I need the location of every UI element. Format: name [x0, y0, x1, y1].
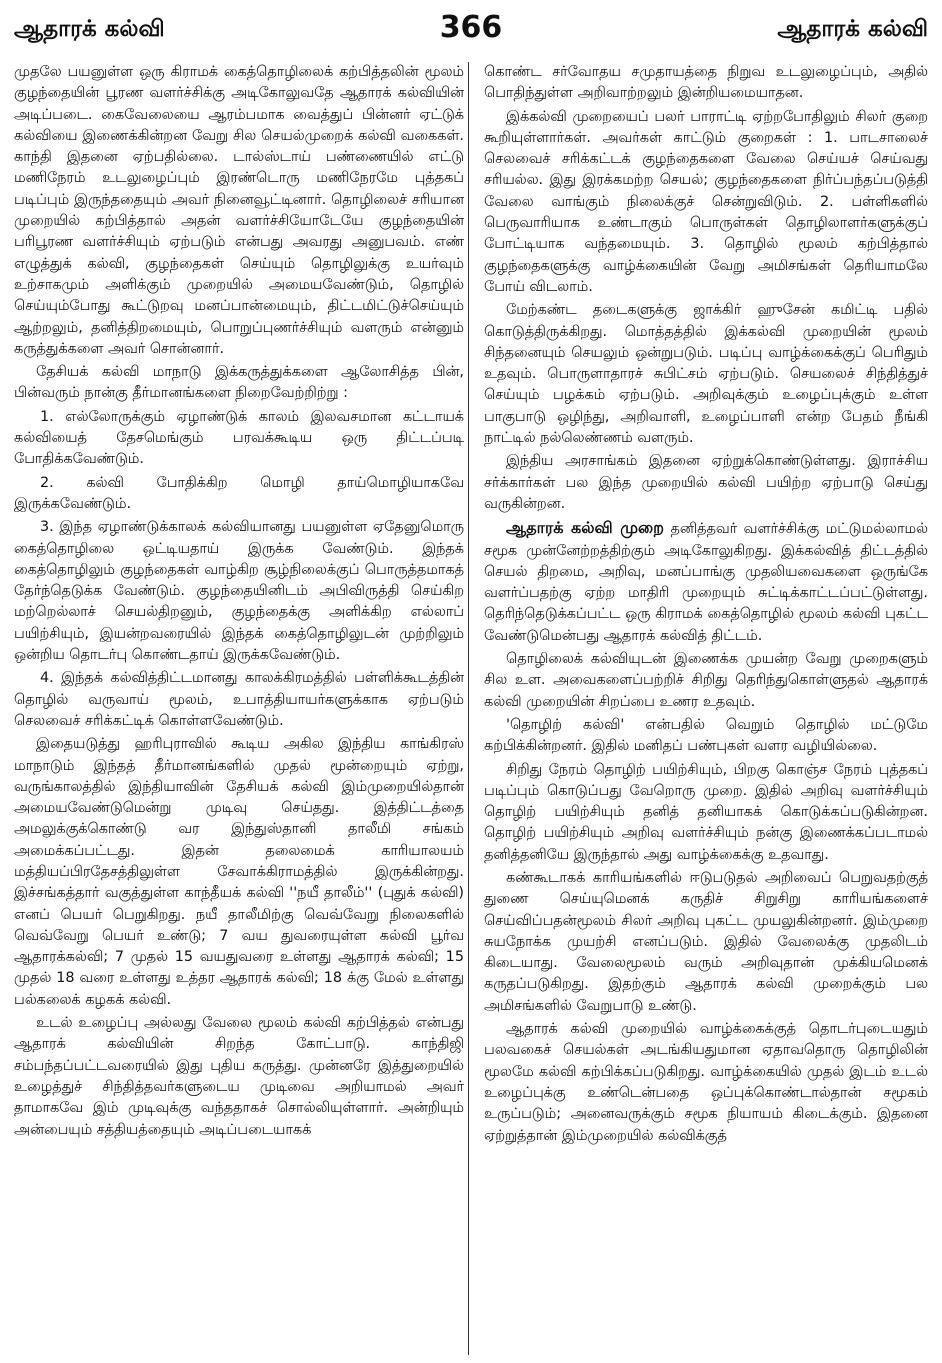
paragraph: மேற்கண்ட தடைகளுக்கு ஜாக்கிர் ஹுசேன் கமிட்டி பதில் கொடுத்திருக்கிறது. மொத்தத்தில் இக்கல்வி முறையின் மூலம் சிந்தனையும் செயலும் ஒன்றுபடும். படிப்பு வாழ்க்கைக்குப் பெரிதும் உதவும். பொருளாதாரச் சுபிட்சம் ஏற்படும். செயலைச் சிந்தித்துச் செய்யும் பழக்கம் ஏற்படும். அறிவுக்கும் உழைப்புக்கும் உள்ள பாகுபாடு ஒழிந்து, அறிவாளி, உழைப்பாளி என்ற பேதம் நீங்கி நாட்டில் நல்லெண்ணம் வளரும். — [484, 302, 928, 447]
running-title-right: ஆதாரக் கல்வி — [777, 16, 928, 42]
resolution-item: 4. இந்தக் கல்வித்திட்டமானது காலக்கிரமத்தில் பள்ளிக்கூடத்தின் தொழில் வருவாய் மூலம், உபாத்தியாயர்களுக்காக ஏற்படும் செலவைச் சரிக்கட்டிக் கொள்ளவேண்டும். — [14, 670, 464, 729]
left-column — [14, 62, 464, 1357]
resolution-item: 2. கல்வி போதிக்கிற மொழி தாய்மொழியாகவே இருக்கவேண்டும். — [14, 474, 464, 512]
paragraph: ஆதாரக் கல்வி முறையில் வாழ்க்கைக்குத் தொடர்புடையதும் பலவகைச் செயல்கள் அடங்கியதுமான ஏதாவதொரு தொழிலின் மூலமே கல்வி கற்பிக்கப்படுகிறது. வாழ்க்கையில் முதல் இடம் உடல் உழைப்புக்கு உண்டென்பதை ஒப்புக்கொண்டால்தான் சமூகம் உருப்படும்; அனைவருக்கும் சமூக நியாயம் கிடைக்கும். இதனை ஏற்றுத்தான் இம்முறையில் கல்விக்குத் — [484, 1021, 928, 1144]
right-column — [484, 62, 928, 1357]
paragraph: உடல் உழைப்பு அல்லது வேலை மூலம் கல்வி கற்பித்தல் என்பது ஆதாரக் கல்வியின் சிறந்த கோட்பாடு. காந்திஜி சம்பந்தப்பட்டவரையில் இது புதிய கருத்து. முன்னரே இத்துறையில் உழைத்துச் சிந்தித்தவர்களுடைய முடிவை அறியாமல் அவர் தாமாகவே இம் முடிவுக்கு வந்ததாகச் சொல்லியுள்ளார். அன்றியும் அன்பையும் சத்தியத்தையும் அடிப்படையாகக் — [14, 1015, 464, 1138]
page-number: 366 — [439, 10, 503, 45]
paragraph: 'தொழிற் கல்வி' என்பதில் வெறும் தொழில் மட்டுமே கற்பிக்கின்றனர். இதில் மனிதப் பண்புகள் வளர வழியில்லை. — [484, 716, 928, 755]
paragraph — [484, 517, 928, 647]
paragraph: இக்கல்வி முறையைப் பலர் பாராட்டி ஏற்றபோதிலும் சிலர் குறை கூறியுள்ளார்கள். அவர்கள் காட்டும் குறைகள் : 1. பாடசாலைச் செலவைச் சரிக்கட்டக் குழந்தைகளை வேலை செய்யச் செய்வது சரியல்ல. இது இரக்கமற்ற செயல்; குழந்தைகளை நிர்ப்பந்தப்படுத்தி வேலை வாங்கும் நிலைக்குச் சென்றுவிடும். 2. பள்ளிகளில் பெருவாரியாக உண்டாகும் பொருள்கள் தொழிலாளர்களுக்குப் போட்டியாக வந்தமையும். 3. தொழில் மூலம் கற்பித்தால் குழந்தைகளுக்கு வாழ்க்கையின் வேறு அமிசங்கள் தெரியாமலே போய் விடலாம். — [484, 108, 928, 295]
paragraph: சிறிது நேரம் தொழிற் பயிற்சியும், பிறகு கொஞ்ச நேரம் புத்தகப் படிப்பும் கொடுப்பது வேறொரு முறை. இதில் அறிவு வளர்ச்சியும் தொழிற் பயிற்சியும் தனித் தனியாகக் கொடுக்கப்படுகின்றன. தொழிற் பயிற்சியும் அறிவு வளர்ச்சியும் நன்கு இணைக்கப்படாமல் தனித்தனியே இருந்தால் அது வாழ்க்கைக்கு உதவாது. — [484, 761, 928, 863]
paragraph: இந்திய அரசாங்கம் இதனை ஏற்றுக்கொண்டுள்ளது. இராச்சிய சர்க்கார்கள் பல இந்த முறையில் கல்வி பயிற்ற ஏற்பாடு செய்து வருகின்றன. — [484, 453, 928, 512]
paragraph: இதையடுத்து ஹரிபுராவில் கூடிய அகில இந்திய காங்கிரஸ் மாநாடும் இந்தத் தீர்மானங்களில் முதல் மூன்றையும் ஏற்று, வருங்காலத்தில் இந்தியாவின் தேசியக் கல்வி இம்முறையில்தான் அமையவேண்டுமென்று முடிவு செய்தது. இத்திட்டத்தை அமலுக்குக்கொண்டு வர இந்துஸ்தானி தாலீமி சங்கம் அமைக்கப்பட்டது. இதன் தலைமைக் காரியாலயம் மத்தியப்பிரதேசத்திலுள்ள சேவாக்கிராமத்தில் இருக்கின்றது. இச்சங்கத்தார் வகுத்துள்ள காந்தீயக் கல்வி ''நயீ தாலீம்'' (புதுக் கல்வி) எனப் பெயர் பெறுகிறது. நயீ தாலீமிற்கு வெவ்வேறு நிலைகளில் வெவ்வேறு பெயர் உண்டு; 7 வய துவரையுள்ள கல்வி பூர்வ ஆதாரக்கல்வி; 7 முதல் 15 வயதுவரை உள்ளது ஆதாரக் கல்வி; 15 முதல் 18 வரை உள்ளது உத்தர ஆதாரக் கல்வி; 18 க்கு மேல் உள்ளது பல்கலைக் கழகக் கல்வி. — [14, 736, 464, 1008]
resolution-item: 3. இந்த ஏழாண்டுக்காலக் கல்வியானது பயனுள்ள ஏதேனுமொரு கைத்தொழிலை ஒட்டியதாய் இருக்க வேண்டும். இந்தக் கைத்தொழிலும் குழந்தைகள் வாழ்கிற சூழ்நிலைக்குப் பொருத்தமாகத் தேர்ந்தெடுக்க வேண்டும். குழந்தையினிடம் அபிவிருத்தி செய்கிற மற்றெல்லாச் செயல்திறனும், குழந்தைக்கு அளிக்கிற எல்லாப் பயிற்சியும், இயன்றவரையில் இந்தக் கைத்தொழிலுடன் முற்றிலும் ஒன்றிய தொடர்பு கொண்டதாய் இருக்கவேண்டும். — [14, 519, 464, 664]
paragraph: கண்கூடாகக் காரியங்களில் ஈடுபடுதல் அறிவைப் பெறுவதற்குத் துணை செய்யுமெனக் கருதிச் சிறுசிறு காரியங்களைச் செய்விப்பதன்மூலம் சிலர் அறிவு புகட்ட முயலுகின்றனர். இம்முறை சுயநோக்க முயற்சி எனப்படும். இதில் வேலைக்கு முதலிடம் கிடையாது. வேலைமூலம் வரும் அறிவுதான் முக்கியமெனக் கருதப்படுகிறது. இதற்கும் ஆதாரக் கல்வி முறைக்கும் பல அமிசங்களில் வேறுபாடு உண்டு. — [484, 869, 928, 1014]
running-title-left: ஆதாரக் கல்வி — [14, 16, 165, 42]
paragraph: முதலே பயனுள்ள ஒரு கிராமக் கைத்தொழிலைக் கற்பித்தலின் மூலம் குழந்தையின் பூரண வளர்ச்சிக்கு அடிகோலுவதே ஆதாரக் கல்வியின் அடிப்படை. கைவேலையை ஆரம்பமாக வைத்துப் பின்னர் ஏட்டுக் கல்வியை இணைக்கின்றன வேறு சில செயல்முறைக் கல்வி வகைகள். காந்தி இதனை ஏற்பதில்லை. டால்ஸ்டாய் பண்ணையில் எட்டு மணிநேரம் உடலுழைப்பும் இரண்டொரு மணிநேரமே புத்தகப் படிப்பும் இருந்ததையும் அவர் நினைவூட்டினார். தொழிலைச் சரியான முறையில் கற்பித்தால் அதன் வளர்ச்சியோடேயே குழந்தையின் பரிபூரண வளர்ச்சியும் ஏற்படும் என்பது அவரது அனுபவம். எண் எழுத்துக் கல்வி, குழந்தைகள் செய்யும் தொழிலுக்கு உயர்வும் உற்சாகமும் அளிக்கும் முறையில் அமையவேண்டும், தொழில் செய்யும்போது கூட்டுறவு மனப்பான்மையும், திட்டமிட்டுச்செய்யும் ஆற்றலும், தனித்திறமையும், பொறுப்புணர்ச்சியும் வளரும் என்னும் கருத்துக்களை அவர் சொன்னார். — [14, 64, 464, 357]
resolution-item: 1. எல்லோருக்கும் ஏழாண்டுக் காலம் இலவசமான கட்டாயக் கல்வியைத் தேசமெங்கும் பரவக்கூடிய ஒரு திட்டப்படி போதிக்கவேண்டும். — [14, 408, 464, 468]
paragraph: தொழிலைக் கல்வியுடன் இணைக்க முயன்ற வேறு முறைகளும் சில உள. அவைகளைப்பற்றிச் சிறிது தெரிந்துகொள்ளுதல் ஆதாரக் கல்வி முறையின் சிறப்பை உணர உதவும். — [484, 651, 928, 710]
page-header — [14, 10, 928, 52]
paragraph-text: தனித்தவர் வளர்ச்சிக்கு மட்டுமல்லாமல் சமூக முன்னேற்றத்திற்கும் அடிகோலுகிறது. இக்கல்வித் திட்டத்தில் செயல் திறமை, அறிவு, மனப்பாங்கு முதலியவைகளை ஒருங்கே வளர்ப்பதற்கு ஏற்ற மாதிரி முறையும் சுட்டிக்காட்டப்பட்டுள்ளது. தெரிந்தெடுக்கப்பட்ட ஒரு கிராமக் கைத்தொழில் மூலம் கல்வி புகட்ட வேண்டுமென்பது ஆதாரக் கல்வித் திட்டம். — [484, 521, 928, 644]
section-lead-heading: ஆதாரக் கல்வி முறை — [506, 518, 665, 538]
text-columns — [14, 62, 928, 1357]
paragraph: கொண்ட சர்வோதய சமுதாயத்தை நிறுவ உடலுழைப்பும், அதில் பொதிந்துள்ள அறிவாற்றலும் இன்றியமையாதன. — [484, 64, 928, 102]
paragraph: தேசியக் கல்வி மாநாடு இக்கருத்துக்களை ஆலோசித்த பின், பின்வரும் நான்கு தீர்மானங்களை நிறைவேற்றிற்று : — [14, 364, 464, 402]
